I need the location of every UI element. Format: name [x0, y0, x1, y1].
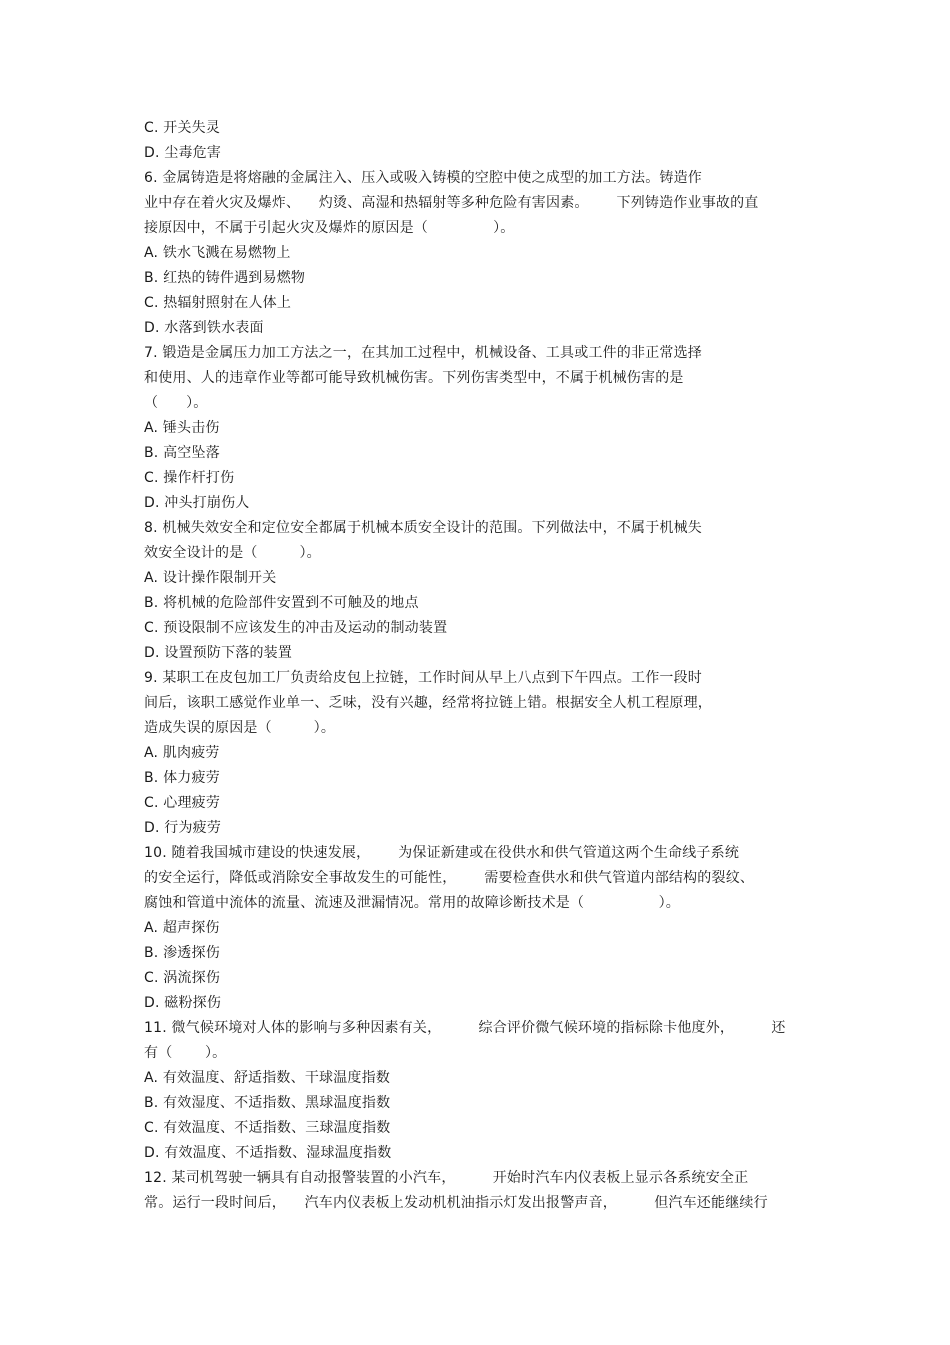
option-d-q7: D. 冲头打崩伤人	[144, 495, 250, 511]
question-9-line-1: 9. 某职工在皮包加工厂负责给皮包上拉链，工作时间从早上八点到下午四点。工作一段时	[144, 670, 703, 686]
option-a-q9: A. 肌肉疲劳	[144, 745, 220, 761]
option-c-q5: C. 开关失灵	[144, 120, 221, 136]
question-7-line-2: 和使用、人的违章作业等都可能导致机械伤害。下列伤害类型中，不属于机械伤害的是	[144, 370, 684, 386]
option-d-q8: D. 设置预防下落的装置	[144, 645, 293, 661]
question-7-line-3: （ ）。	[144, 395, 208, 411]
question-12-line-1: 12. 某司机驾驶一辆具有自动报警装置的小汽车， 开始时汽车内仪表板上显示各系统安全正	[144, 1170, 749, 1186]
option-c-q10: C. 涡流探伤	[144, 970, 221, 986]
option-b-q10: B. 渗透探伤	[144, 945, 220, 961]
question-11-line-2: 有（ ）。	[144, 1045, 227, 1061]
question-9-line-2: 间后，该职工感觉作业单一、乏味，没有兴趣，经常将拉链上错。根据安全人机工程原理，	[144, 695, 712, 711]
option-c-q11: C. 有效温度、不适指数、三球温度指数	[144, 1120, 391, 1136]
option-a-q7: A. 锤头击伤	[144, 420, 220, 436]
question-6-line-2: 业中存在着火灾及爆炸、 灼烫、高湿和热辐射等多种危险有害因素。 下列铸造作业事故的直	[144, 195, 759, 211]
question-7-line-1: 7. 锻造是金属压力加工方法之一，在其加工过程中，机械设备、工具或工件的非正常选择	[144, 345, 703, 361]
option-d-q11: D. 有效温度、不适指数、湿球温度指数	[144, 1145, 392, 1161]
option-c-q9: C. 心理疲劳	[144, 795, 221, 811]
option-c-q8: C. 预设限制不应该发生的冲击及运动的制动装置	[144, 620, 448, 636]
option-a-q11: A. 有效温度、舒适指数、干球温度指数	[144, 1070, 391, 1086]
option-b-q7: B. 高空坠落	[144, 445, 220, 461]
question-6-line-3: 接原因中，不属于引起火灾及爆炸的原因是（ ）。	[144, 220, 515, 236]
option-b-q8: B. 将机械的危险部件安置到不可触及的地点	[144, 595, 419, 611]
question-12-line-2: 常。运行一段时间后， 汽车内仪表板上发动机机油指示灯发出报警声音， 但汽车还能继续行	[144, 1195, 768, 1211]
question-10-line-2: 的安全运行，降低或消除安全事故发生的可能性， 需要检查供水和供气管道内部结构的裂纹、	[144, 870, 755, 886]
option-a-q6: A. 铁水飞溅在易燃物上	[144, 245, 291, 261]
question-10-line-1: 10. 随着我国城市建设的快速发展， 为保证新建或在役供水和供气管道这两个生命线子系统	[144, 845, 740, 861]
question-8-line-1: 8. 机械失效安全和定位安全都属于机械本质安全设计的范围。下列做法中，不属于机械失	[144, 520, 703, 536]
option-b-q6: B. 红热的铸件遇到易燃物	[144, 270, 306, 286]
option-c-q7: C. 操作杆打伤	[144, 470, 235, 486]
option-d-q9: D. 行为疲劳	[144, 820, 222, 836]
question-9-line-3: 造成失误的原因是（ ）。	[144, 720, 336, 736]
option-d-q6: D. 水落到铁水表面	[144, 320, 264, 336]
option-d-q10: D. 磁粉探伤	[144, 995, 222, 1011]
question-11-line-1: 11. 微气候环境对人体的影响与多种因素有关， 综合评价微气候环境的指标除卡他度外， 还	[144, 1020, 786, 1036]
option-d-q5: D. 尘毒危害	[144, 145, 222, 161]
question-6-line-1: 6. 金属铸造是将熔融的金属注入、压入或吸入铸模的空腔中使之成型的加工方法。铸造作	[144, 170, 703, 186]
option-a-q8: A. 设计操作限制开关	[144, 570, 277, 586]
option-b-q9: B. 体力疲劳	[144, 770, 220, 786]
question-10-line-3: 腐蚀和管道中流体的流量、流速及泄漏情况。常用的故障诊断技术是（ ）。	[144, 895, 681, 911]
question-8-line-2: 效安全设计的是（ ）。	[144, 545, 321, 561]
option-a-q10: A. 超声探伤	[144, 920, 220, 936]
option-c-q6: C. 热辐射照射在人体上	[144, 295, 292, 311]
option-b-q11: B. 有效湿度、不适指数、黑球温度指数	[144, 1095, 391, 1111]
